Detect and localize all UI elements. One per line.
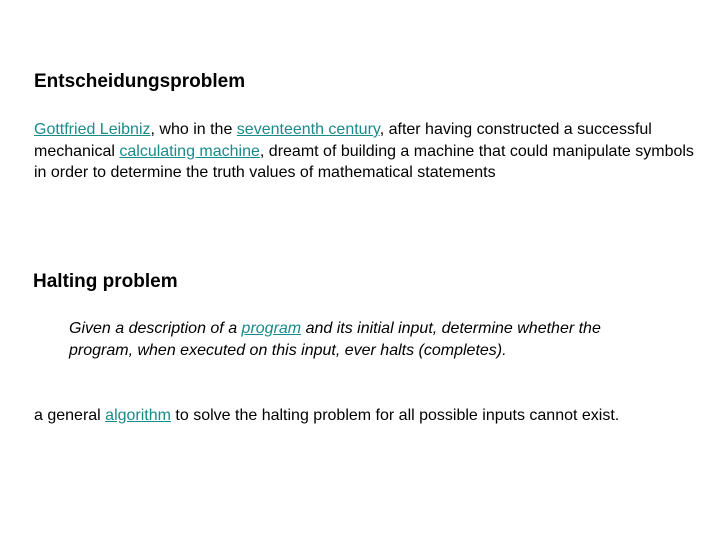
paragraph-text: , who in the (150, 121, 237, 138)
program-link[interactable]: program (241, 320, 302, 337)
calculating-machine-link[interactable]: calculating machine (119, 142, 260, 160)
conclusion-text: to solve the halting problem for all possible inputs cannot exist. (170, 407, 620, 424)
leibniz-paragraph (34, 119, 694, 184)
definition-text: Given a description of a (69, 320, 242, 337)
paragraph-text: , dreamt of building a machine that could manipulate symbols in order to determine the truth values of mathematical statements (34, 142, 694, 181)
paragraph-text: , after having constructed a successful mechanical (34, 121, 652, 160)
definition-text: and its initial input, determine whether the program, when executed on this input, ever halts (completes). (69, 320, 601, 359)
gottfried-leibniz-link[interactable]: Gottfried Leibniz (34, 121, 151, 138)
seventeenth-century-link[interactable]: seventeenth century (236, 121, 380, 138)
conclusion-text: a general (34, 407, 106, 424)
halting-problem-definition (69, 318, 629, 361)
halting-conclusion (34, 405, 714, 427)
algorithm-link[interactable]: algorithm (105, 407, 171, 424)
entscheidungsproblem-heading: Entscheidungsproblem (34, 71, 246, 92)
halting-problem-heading: Halting problem (33, 271, 178, 292)
